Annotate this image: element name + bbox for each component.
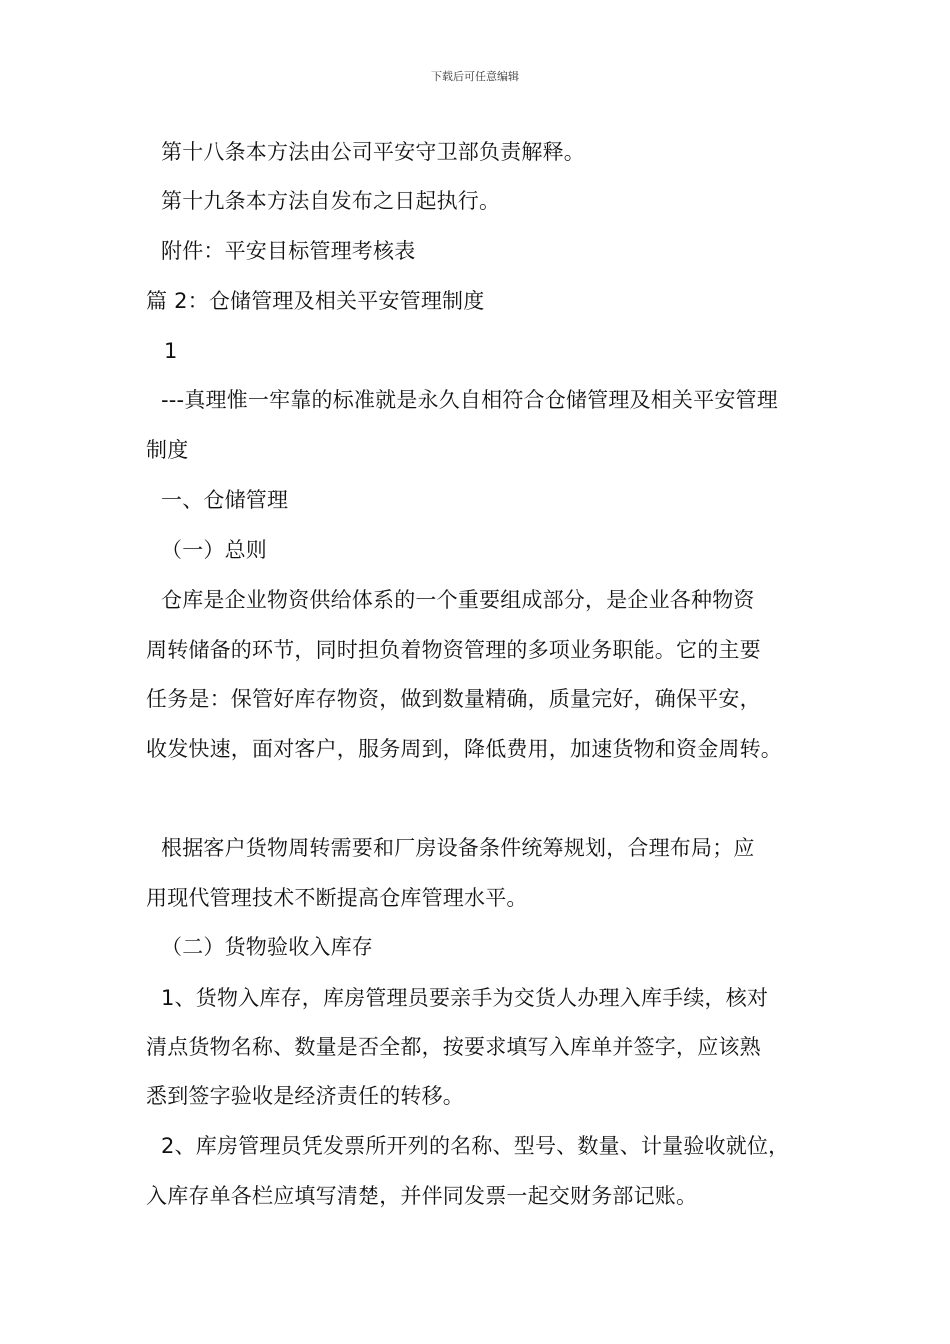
item-1-line-1: 1、货物入库存，库房管理员要亲手为交货人办理入库手续，核对 (161, 986, 769, 1010)
page-header: 下载后可任意编辑 (431, 70, 519, 83)
paragraph-2-line-2: 用现代管理技术不断提高仓库管理水平。 (146, 886, 528, 910)
item-2-line-1: 2、库房管理员凭发票所开列的名称、型号、数量、计量验收就位， (161, 1134, 790, 1158)
paragraph-2-line-1: 根据客户货物周转需要和厂房设备条件统筹规划，合理布局；应 (161, 836, 755, 860)
subsection-heading-2: （二）货物验收入库存 (161, 935, 373, 959)
subtitle-line-2: 制度 (146, 438, 189, 462)
item-2-line-2: 入库存单各栏应填写清楚，并伴同发票一起交财务部记账。 (146, 1184, 698, 1208)
paragraph-1-line-1: 仓库是企业物资供给体系的一个重要组成部分，是企业各种物资 (161, 588, 755, 612)
paragraph-1-line-4: 收发快速，面对客户，服务周到，降低费用，加速货物和资金周转。 (146, 737, 782, 761)
page-number-1: 1 (164, 339, 178, 363)
item-1-line-2: 清点货物名称、数量是否全都，按要求填写入库单并签字，应该熟 (146, 1035, 761, 1059)
paragraph-1-line-2: 周转储备的环节，同时担负着物资管理的多项业务职能。它的主要 (146, 638, 761, 662)
article-18: 第十八条本方法由公司平安守卫部负责解释。 (161, 140, 585, 164)
subtitle-line-1: ---真理惟一牢靠的标准就是永久自相符合仓储管理及相关平安管理 (161, 388, 778, 412)
paragraph-1-line-3: 任务是：保管好库存物资，做到数量精确，质量完好，确保平安， (146, 687, 761, 711)
section-heading-1: 一、仓储管理 (161, 488, 289, 512)
article-19: 第十九条本方法自发布之日起执行。 (161, 189, 501, 213)
attachment-line: 附件：平安目标管理考核表 (161, 239, 416, 263)
item-1-line-3: 悉到签字验收是经济责任的转移。 (146, 1084, 464, 1108)
chapter-2-title: 篇 2：仓储管理及相关平安管理制度 (146, 289, 485, 313)
subsection-heading-1: （一）总则 (161, 538, 267, 562)
